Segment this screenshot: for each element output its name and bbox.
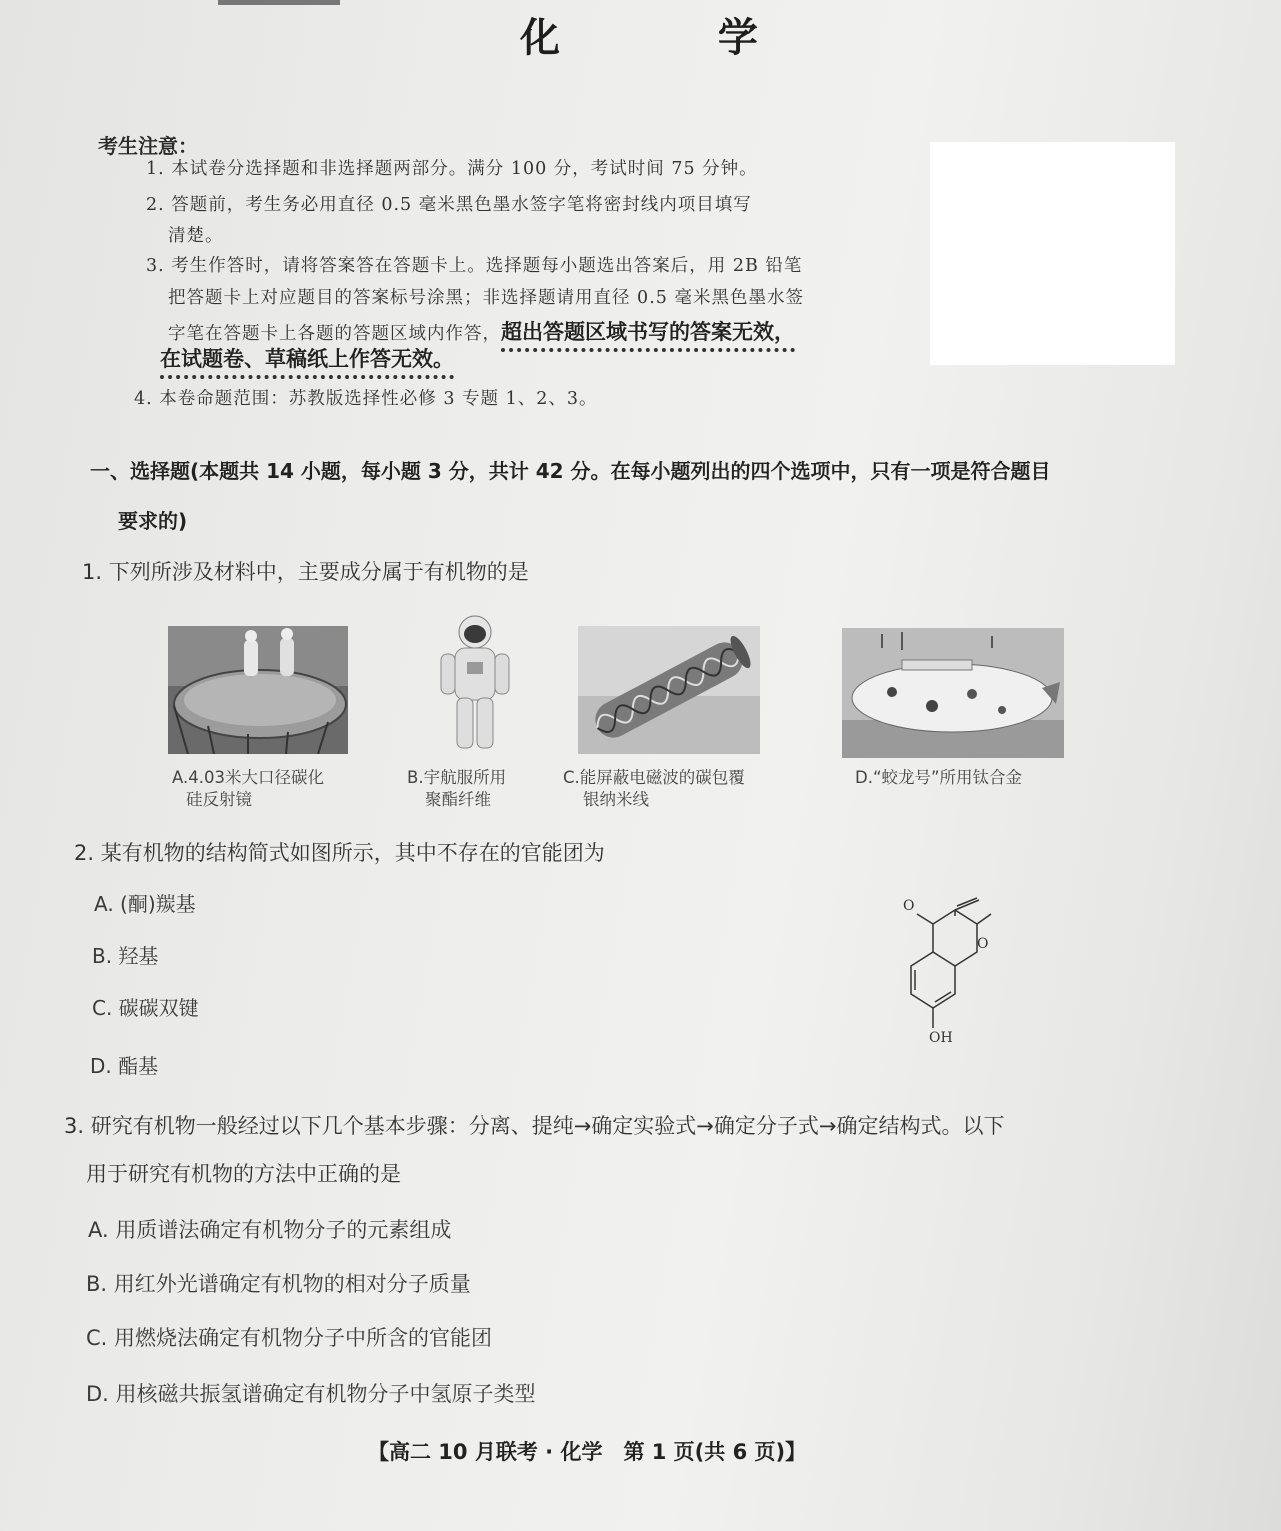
q3-option-d: D. 用核磁共振氢谱确定有机物分子中氢原子类型 xyxy=(86,1382,536,1406)
option-a-caption xyxy=(172,767,324,811)
caption-line: B.宇航服所用 xyxy=(407,768,507,787)
notice-item-2-line-2: 清楚。 xyxy=(168,226,224,246)
notice-item-1: 1. 本试卷分选择题和非选择题两部分。满分 100 分，考试时间 75 分钟。 xyxy=(146,159,758,179)
notice-item-4: 4. 本卷命题范围：苏教版选择性必修 3 专题 1、2、3。 xyxy=(134,389,598,409)
notice-item-3-line-4 xyxy=(160,343,454,373)
ring-o-label: O xyxy=(977,936,989,952)
notice-warning-2: 在试题卷、草稿纸上作答无效。 xyxy=(160,347,454,379)
notice-item-3-line-1: 3. 考生作答时，请将答案答在答题卡上。选择题每小题选出答案后，用 2B 铅笔 xyxy=(146,256,803,276)
notice-heading: 考生注意： xyxy=(98,134,198,158)
q2-option-d: D. 酯基 xyxy=(90,1054,159,1078)
option-d-caption xyxy=(855,767,1022,789)
question-3-stem-line-1: 3. 研究有机物一般经过以下几个基本步骤：分离、提纯→确定实验式→确定分子式→确定结构式。以下 xyxy=(64,1114,1005,1138)
caption-line: A.4.03米大口径碳化 xyxy=(172,768,324,787)
carbonyl-o-label: O xyxy=(903,898,915,914)
notice-item-3-line-3 xyxy=(168,316,795,346)
mirror-photo xyxy=(168,626,348,754)
caption-line: 银纳米线 xyxy=(583,790,649,809)
question-3-stem-line-2: 用于研究有机物的方法中正确的是 xyxy=(86,1162,401,1186)
q3-option-c: C. 用燃烧法确定有机物分子中所含的官能团 xyxy=(86,1326,493,1350)
q2-option-c: C. 碳碳双键 xyxy=(92,996,199,1020)
q2-option-a: A. (酮)羰基 xyxy=(94,892,196,916)
caption-line: 硅反射镜 xyxy=(186,790,252,809)
notice-item-2-line-1: 2. 答题前，考生务必用直径 0.5 毫米黑色墨水签字笔将密封线内项目填写 xyxy=(146,195,752,215)
option-c-caption xyxy=(563,767,745,811)
section-1-heading: 一、选择题(本题共 14 小题，每小题 3 分，共计 42 分。在每小题列出的四个选项中，只有一项是符合题目 xyxy=(90,459,1051,483)
option-b-caption xyxy=(407,767,506,811)
caption-line: 聚酯纤维 xyxy=(425,790,491,809)
notice-warning-1: 超出答题区域书写的答案无效， xyxy=(501,320,795,352)
submersible-photo xyxy=(842,628,1064,758)
header-mark xyxy=(218,0,340,5)
question-2-stem: 2. 某有机物的结构简式如图所示，其中不存在的官能团为 xyxy=(74,841,605,865)
chromone-structure xyxy=(895,888,1005,1048)
caption-line: D.“蛟龙号”所用钛合金 xyxy=(855,768,1023,787)
page-footer: 【高二 10 月联考 · 化学 第 1 页(共 6 页)】 xyxy=(368,1440,807,1464)
q3-option-a: A. 用质谱法确定有机物分子的元素组成 xyxy=(88,1218,452,1242)
notice-item-3-line-3-text: 字笔在答题卡上各题的答题区域内作答， xyxy=(168,324,501,344)
nanowire-photo xyxy=(578,626,760,754)
page-title: 化 学 xyxy=(520,14,830,61)
notice-item-3-line-2: 把答题卡上对应题目的答案标号涂黑；非选择题请用直径 0.5 毫米黑色墨水签 xyxy=(168,288,804,308)
caption-line: C.能屏蔽电磁波的碳包覆 xyxy=(563,768,745,787)
q3-option-b: B. 用红外光谱确定有机物的相对分子质量 xyxy=(86,1272,471,1296)
section-1-heading-cont: 要求的) xyxy=(118,509,188,533)
hydroxyl-label: OH xyxy=(929,1030,953,1046)
q2-option-b: B. 羟基 xyxy=(92,944,159,968)
question-1-stem: 1. 下列所涉及材料中，主要成分属于有机物的是 xyxy=(82,560,529,584)
spacesuit-photo xyxy=(435,612,515,754)
redacted-box xyxy=(930,142,1175,365)
